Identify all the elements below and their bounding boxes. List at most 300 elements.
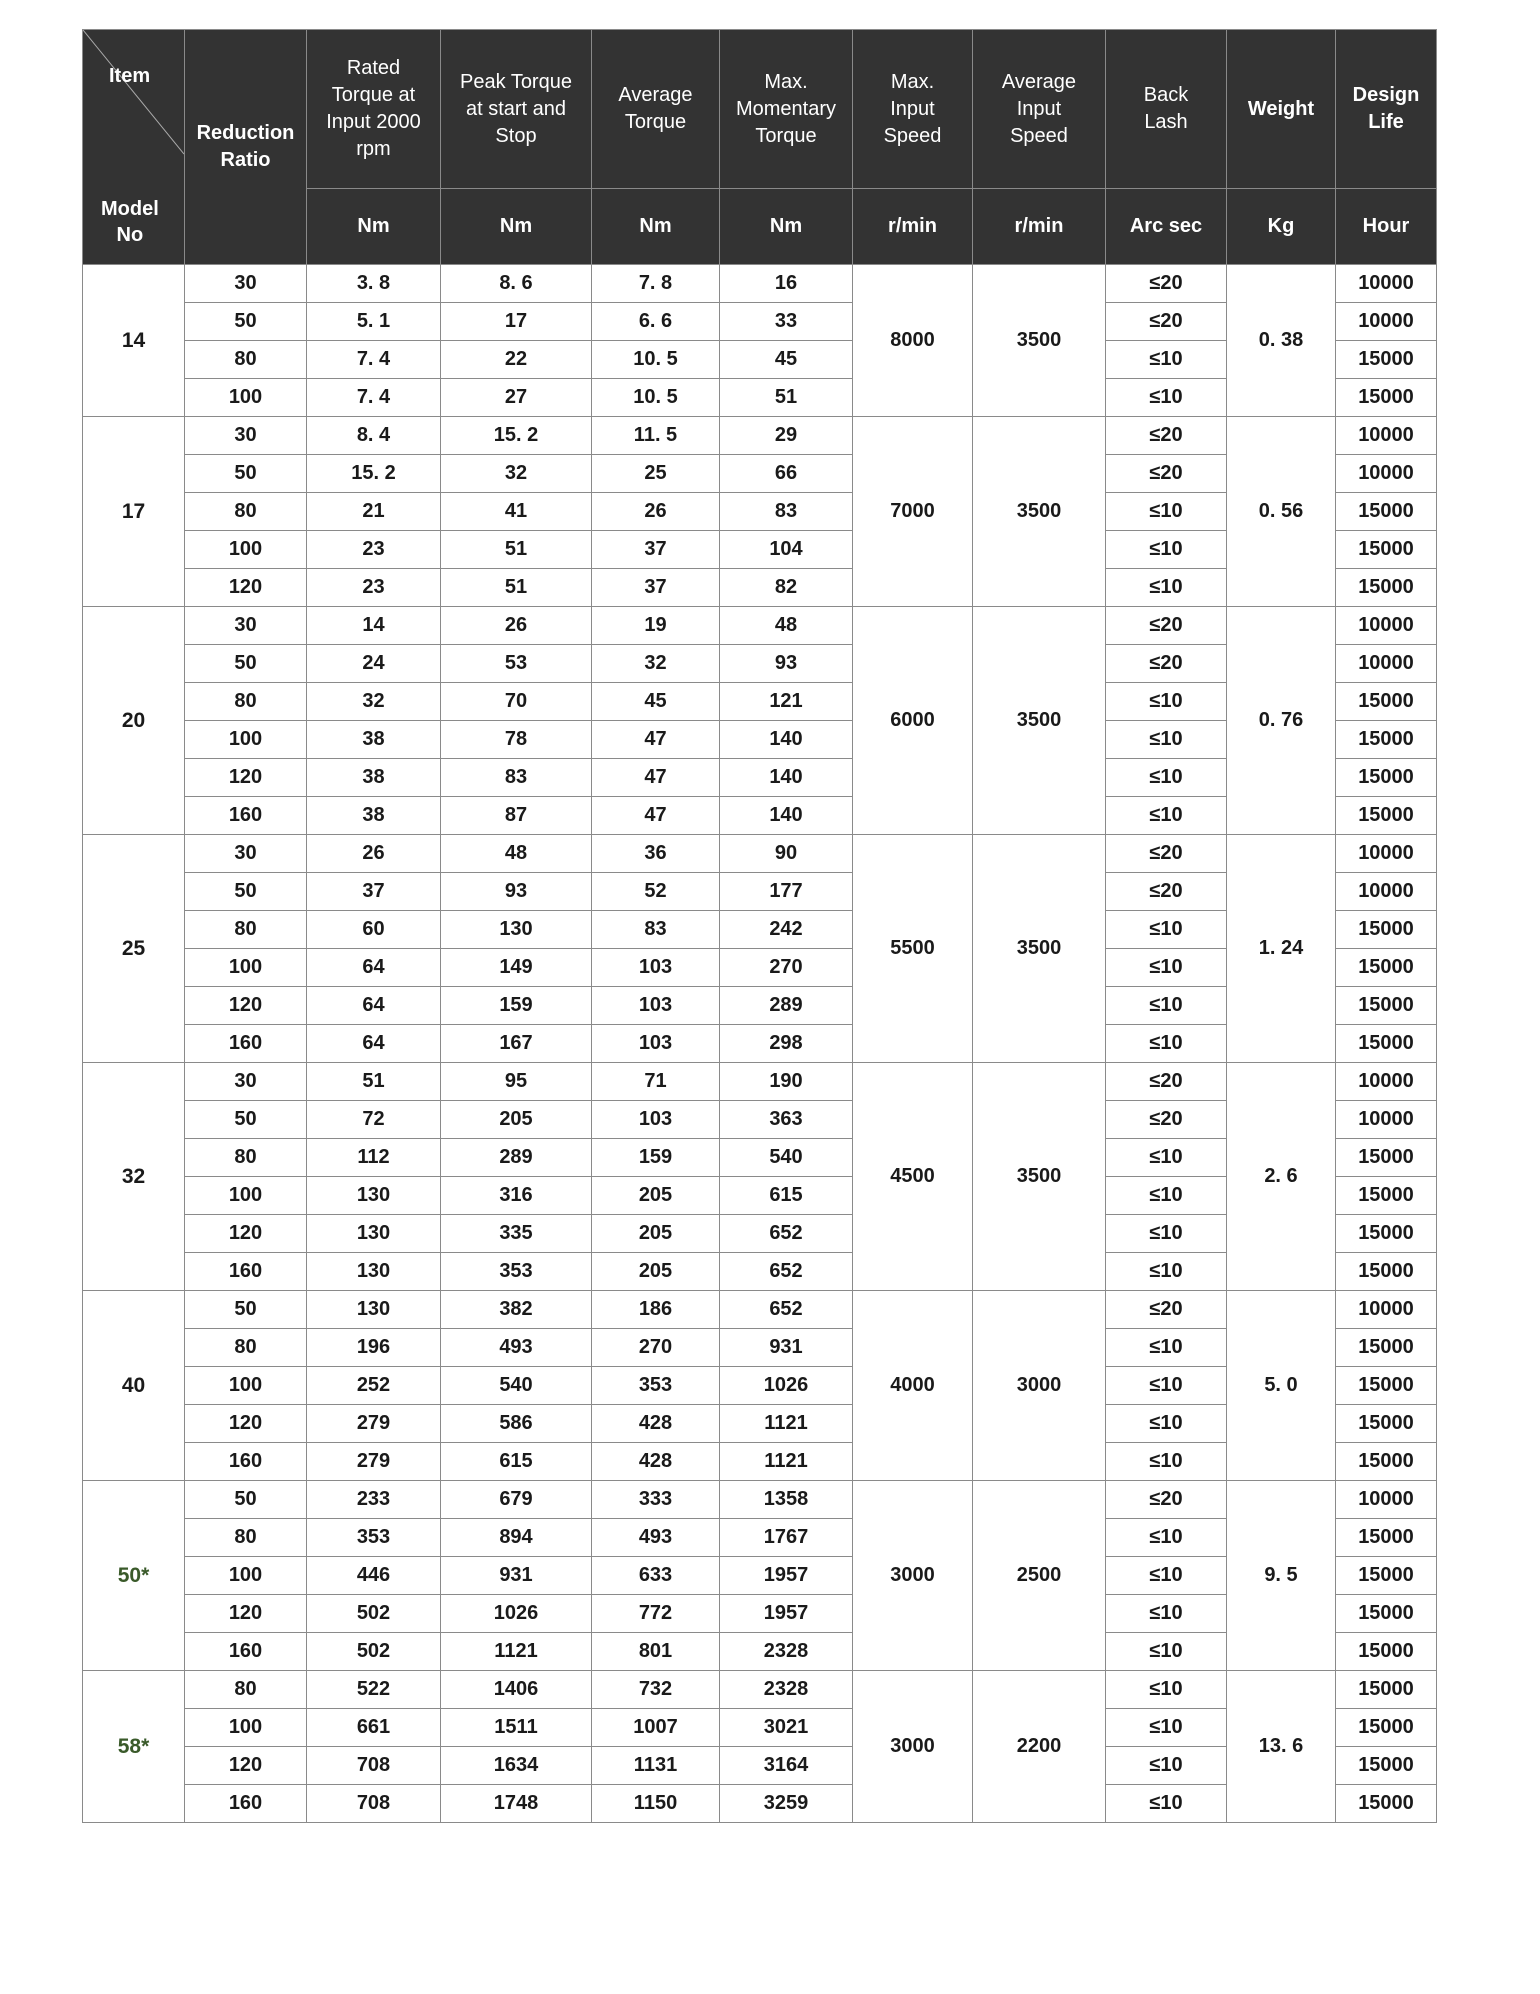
design-life-cell: 10000 <box>1336 455 1437 493</box>
backlash-cell: ≤20 <box>1106 1063 1227 1101</box>
avg-cell: 10. 5 <box>592 341 720 379</box>
rated-cell: 64 <box>307 1025 441 1063</box>
header-rated-line: Torque at <box>331 84 416 106</box>
avg-cell: 52 <box>592 873 720 911</box>
ratio-cell: 80 <box>185 341 307 379</box>
peak-cell: 78 <box>441 721 592 759</box>
design-life-cell: 15000 <box>1336 1709 1437 1747</box>
rated-cell: 279 <box>307 1443 441 1481</box>
design-life-cell: 15000 <box>1336 493 1437 531</box>
header-weight <box>1227 30 1336 189</box>
header-rated-line: rpm <box>356 138 391 160</box>
avg-cell: 26 <box>592 493 720 531</box>
rated-cell: 196 <box>307 1329 441 1367</box>
max-cell: 1121 <box>720 1443 853 1481</box>
max-cell: 3021 <box>720 1709 853 1747</box>
backlash-cell: ≤10 <box>1106 949 1227 987</box>
max-cell: 2328 <box>720 1671 853 1709</box>
table-row <box>83 1063 1437 1101</box>
weight-cell: 9. 5 <box>1227 1481 1336 1671</box>
max-cell: 2328 <box>720 1633 853 1671</box>
table-header <box>83 30 1437 265</box>
ratio-cell: 120 <box>185 1595 307 1633</box>
header-maxin-line: Input <box>890 97 935 120</box>
avg-cell: 11. 5 <box>592 417 720 455</box>
design-life-cell: 15000 <box>1336 759 1437 797</box>
avg-cell: 428 <box>592 1443 720 1481</box>
design-life-cell: 10000 <box>1336 645 1437 683</box>
table-body <box>83 265 1437 1823</box>
rated-cell: 661 <box>307 1709 441 1747</box>
rated-cell: 502 <box>307 1595 441 1633</box>
backlash-cell: ≤20 <box>1106 607 1227 645</box>
backlash-cell: ≤10 <box>1106 1215 1227 1253</box>
table-row <box>83 835 1437 873</box>
peak-cell: 289 <box>441 1139 592 1177</box>
backlash-cell: ≤10 <box>1106 1329 1227 1367</box>
design-life-cell: 15000 <box>1336 1633 1437 1671</box>
avg-cell: 103 <box>592 949 720 987</box>
backlash-cell: ≤10 <box>1106 1557 1227 1595</box>
rated-cell: 15. 2 <box>307 455 441 493</box>
ratio-cell: 160 <box>185 1633 307 1671</box>
ratio-cell: 120 <box>185 759 307 797</box>
max-input-speed-cell: 8000 <box>853 265 973 417</box>
max-cell: 90 <box>720 835 853 873</box>
backlash-cell: ≤10 <box>1106 1443 1227 1481</box>
header-peak-line: Peak Torque <box>460 70 572 93</box>
design-life-cell: 10000 <box>1336 417 1437 455</box>
header-avgin-line: Average <box>1001 70 1077 93</box>
rated-cell: 23 <box>307 569 441 607</box>
peak-cell: 1026 <box>441 1595 592 1633</box>
peak-cell: 15. 2 <box>441 417 592 455</box>
max-cell: 45 <box>720 341 853 379</box>
avg-cell: 428 <box>592 1405 720 1443</box>
design-life-cell: 15000 <box>1336 569 1437 607</box>
weight-cell: 2. 6 <box>1227 1063 1336 1291</box>
design-life-cell: 15000 <box>1336 1405 1437 1443</box>
header-model-no-label: Model No <box>101 198 159 246</box>
backlash-cell: ≤10 <box>1106 1671 1227 1709</box>
header-back-line: Lash <box>1144 111 1188 133</box>
rated-cell: 24 <box>307 645 441 683</box>
backlash-cell: ≤20 <box>1106 417 1227 455</box>
avg-cell: 47 <box>592 721 720 759</box>
backlash-cell: ≤20 <box>1106 645 1227 683</box>
backlash-cell: ≤10 <box>1106 341 1227 379</box>
table-row <box>83 265 1437 303</box>
backlash-cell: ≤20 <box>1106 1101 1227 1139</box>
design-life-cell: 15000 <box>1336 1443 1437 1481</box>
peak-cell: 586 <box>441 1405 592 1443</box>
rated-cell: 3. 8 <box>307 265 441 303</box>
backlash-cell: ≤20 <box>1106 835 1227 873</box>
ratio-cell: 160 <box>185 1443 307 1481</box>
avg-cell: 45 <box>592 683 720 721</box>
avg-cell: 47 <box>592 759 720 797</box>
ratio-cell: 30 <box>185 835 307 873</box>
avg-cell: 732 <box>592 1671 720 1709</box>
peak-cell: 95 <box>441 1063 592 1101</box>
peak-cell: 51 <box>441 569 592 607</box>
rated-cell: 446 <box>307 1557 441 1595</box>
design-life-cell: 15000 <box>1336 531 1437 569</box>
ratio-cell: 100 <box>185 1557 307 1595</box>
max-cell: 3164 <box>720 1747 853 1785</box>
max-input-speed-cell: 7000 <box>853 417 973 607</box>
avg-input-speed-cell: 3500 <box>973 417 1106 607</box>
weight-cell: 0. 38 <box>1227 265 1336 417</box>
backlash-cell: ≤10 <box>1106 797 1227 835</box>
header-peak <box>441 30 592 189</box>
rated-cell: 60 <box>307 911 441 949</box>
max-input-speed-cell: 3000 <box>853 1481 973 1671</box>
backlash-cell: ≤10 <box>1106 1139 1227 1177</box>
design-life-cell: 10000 <box>1336 265 1437 303</box>
design-life-cell: 15000 <box>1336 379 1437 417</box>
design-life-cell: 15000 <box>1336 1253 1437 1291</box>
max-input-speed-cell: 6000 <box>853 607 973 835</box>
peak-cell: 22 <box>441 341 592 379</box>
header-max-line: Torque <box>755 124 817 147</box>
ratio-cell: 80 <box>185 1329 307 1367</box>
rated-cell: 64 <box>307 987 441 1025</box>
peak-cell: 615 <box>441 1443 592 1481</box>
peak-cell: 32 <box>441 455 592 493</box>
peak-cell: 130 <box>441 911 592 949</box>
model-no-cell: 50* <box>83 1481 185 1671</box>
design-life-cell: 15000 <box>1336 1329 1437 1367</box>
peak-cell: 83 <box>441 759 592 797</box>
header-rated <box>307 30 441 189</box>
table-row <box>83 1481 1437 1519</box>
header-life-line: Design <box>1352 84 1420 106</box>
ratio-cell: 80 <box>185 911 307 949</box>
design-life-cell: 15000 <box>1336 1595 1437 1633</box>
unit-rated: Nm <box>307 189 441 265</box>
peak-cell: 1748 <box>441 1785 592 1823</box>
spec-table <box>82 29 1437 1823</box>
header-peak-line: at start and <box>465 97 567 120</box>
ratio-cell: 50 <box>185 1481 307 1519</box>
ratio-cell: 80 <box>185 1139 307 1177</box>
max-cell: 16 <box>720 265 853 303</box>
header-reduction-ratio: Reduction Ratio <box>185 30 307 265</box>
header-maxin <box>853 30 973 189</box>
peak-cell: 540 <box>441 1367 592 1405</box>
unit-avg: Nm <box>592 189 720 265</box>
model-no-cell: 40 <box>83 1291 185 1481</box>
backlash-cell: ≤20 <box>1106 1481 1227 1519</box>
model-no-cell: 58* <box>83 1671 185 1823</box>
backlash-cell: ≤10 <box>1106 569 1227 607</box>
avg-input-speed-cell: 2500 <box>973 1481 1106 1671</box>
max-cell: 652 <box>720 1215 853 1253</box>
ratio-cell: 100 <box>185 949 307 987</box>
weight-cell: 0. 56 <box>1227 417 1336 607</box>
avg-cell: 205 <box>592 1253 720 1291</box>
rated-cell: 26 <box>307 835 441 873</box>
rated-cell: 64 <box>307 949 441 987</box>
header-back-line: Back <box>1143 84 1189 106</box>
design-life-cell: 10000 <box>1336 835 1437 873</box>
model-no-cell: 20 <box>83 607 185 835</box>
rated-cell: 72 <box>307 1101 441 1139</box>
rated-cell: 32 <box>307 683 441 721</box>
header-life <box>1336 30 1437 189</box>
max-cell: 51 <box>720 379 853 417</box>
max-cell: 190 <box>720 1063 853 1101</box>
peak-cell: 93 <box>441 873 592 911</box>
rated-cell: 7. 4 <box>307 379 441 417</box>
peak-cell: 149 <box>441 949 592 987</box>
backlash-cell: ≤10 <box>1106 379 1227 417</box>
max-cell: 1767 <box>720 1519 853 1557</box>
design-life-cell: 15000 <box>1336 1139 1437 1177</box>
avg-cell: 1131 <box>592 1747 720 1785</box>
ratio-cell: 80 <box>185 1671 307 1709</box>
avg-input-speed-cell: 3500 <box>973 607 1106 835</box>
header-max-line: Momentary <box>735 97 837 120</box>
weight-cell: 0. 76 <box>1227 607 1336 835</box>
rated-cell: 353 <box>307 1519 441 1557</box>
avg-cell: 32 <box>592 645 720 683</box>
rated-cell: 708 <box>307 1747 441 1785</box>
peak-cell: 167 <box>441 1025 592 1063</box>
avg-cell: 83 <box>592 911 720 949</box>
design-life-cell: 10000 <box>1336 1481 1437 1519</box>
rated-cell: 130 <box>307 1253 441 1291</box>
max-cell: 1358 <box>720 1481 853 1519</box>
ratio-cell: 160 <box>185 797 307 835</box>
backlash-cell: ≤10 <box>1106 987 1227 1025</box>
header-item-model-corner <box>83 30 185 265</box>
avg-cell: 801 <box>592 1633 720 1671</box>
backlash-cell: ≤10 <box>1106 1709 1227 1747</box>
max-cell: 363 <box>720 1101 853 1139</box>
peak-cell: 1121 <box>441 1633 592 1671</box>
peak-cell: 8. 6 <box>441 265 592 303</box>
rated-cell: 279 <box>307 1405 441 1443</box>
design-life-cell: 15000 <box>1336 1215 1437 1253</box>
ratio-cell: 50 <box>185 645 307 683</box>
rated-cell: 23 <box>307 531 441 569</box>
max-input-speed-cell: 3000 <box>853 1671 973 1823</box>
max-cell: 29 <box>720 417 853 455</box>
ratio-cell: 80 <box>185 1519 307 1557</box>
avg-cell: 186 <box>592 1291 720 1329</box>
header-avg-line: Average <box>618 84 693 106</box>
model-no-cell: 14 <box>83 265 185 417</box>
avg-input-speed-cell: 3000 <box>973 1291 1106 1481</box>
backlash-cell: ≤20 <box>1106 1291 1227 1329</box>
peak-cell: 894 <box>441 1519 592 1557</box>
model-no-cell: 32 <box>83 1063 185 1291</box>
avg-cell: 103 <box>592 987 720 1025</box>
backlash-cell: ≤10 <box>1106 759 1227 797</box>
rated-cell: 130 <box>307 1177 441 1215</box>
max-cell: 615 <box>720 1177 853 1215</box>
ratio-cell: 50 <box>185 1101 307 1139</box>
ratio-cell: 100 <box>185 379 307 417</box>
rated-cell: 233 <box>307 1481 441 1519</box>
design-life-cell: 10000 <box>1336 873 1437 911</box>
rated-cell: 7. 4 <box>307 341 441 379</box>
rated-cell: 502 <box>307 1633 441 1671</box>
rated-cell: 14 <box>307 607 441 645</box>
avg-cell: 493 <box>592 1519 720 1557</box>
max-cell: 298 <box>720 1025 853 1063</box>
avg-cell: 10. 5 <box>592 379 720 417</box>
avg-cell: 205 <box>592 1215 720 1253</box>
backlash-cell: ≤10 <box>1106 1253 1227 1291</box>
table-row <box>83 1291 1437 1329</box>
rated-cell: 522 <box>307 1671 441 1709</box>
ratio-cell: 80 <box>185 493 307 531</box>
table-row <box>83 607 1437 645</box>
design-life-cell: 15000 <box>1336 949 1437 987</box>
rated-cell: 112 <box>307 1139 441 1177</box>
ratio-cell: 50 <box>185 455 307 493</box>
ratio-cell: 100 <box>185 531 307 569</box>
max-cell: 1957 <box>720 1557 853 1595</box>
peak-cell: 1511 <box>441 1709 592 1747</box>
avg-cell: 103 <box>592 1101 720 1139</box>
max-cell: 93 <box>720 645 853 683</box>
rated-cell: 8. 4 <box>307 417 441 455</box>
ratio-cell: 30 <box>185 265 307 303</box>
backlash-cell: ≤10 <box>1106 1747 1227 1785</box>
backlash-cell: ≤10 <box>1106 1633 1227 1671</box>
model-no-cell: 25 <box>83 835 185 1063</box>
ratio-cell: 30 <box>185 1063 307 1101</box>
ratio-cell: 120 <box>185 569 307 607</box>
avg-cell: 103 <box>592 1025 720 1063</box>
ratio-cell: 120 <box>185 1215 307 1253</box>
peak-cell: 382 <box>441 1291 592 1329</box>
header-rated-line: Rated <box>346 57 401 79</box>
ratio-cell: 30 <box>185 607 307 645</box>
avg-cell: 1007 <box>592 1709 720 1747</box>
rated-cell: 51 <box>307 1063 441 1101</box>
header-max-line: Max. <box>764 70 808 93</box>
avg-cell: 71 <box>592 1063 720 1101</box>
header-maxin-line: Max. <box>890 70 935 93</box>
backlash-cell: ≤20 <box>1106 265 1227 303</box>
header-item-label: Item <box>109 65 151 87</box>
max-cell: 140 <box>720 759 853 797</box>
max-cell: 540 <box>720 1139 853 1177</box>
avg-cell: 37 <box>592 531 720 569</box>
header-life-line: Life <box>1368 111 1404 133</box>
avg-cell: 205 <box>592 1177 720 1215</box>
backlash-cell: ≤10 <box>1106 1367 1227 1405</box>
backlash-cell: ≤10 <box>1106 493 1227 531</box>
design-life-cell: 15000 <box>1336 1519 1437 1557</box>
backlash-cell: ≤10 <box>1106 1785 1227 1823</box>
unit-max: Nm <box>720 189 853 265</box>
peak-cell: 1634 <box>441 1747 592 1785</box>
rated-cell: 38 <box>307 759 441 797</box>
ratio-cell: 160 <box>185 1025 307 1063</box>
max-cell: 931 <box>720 1329 853 1367</box>
max-cell: 66 <box>720 455 853 493</box>
max-cell: 121 <box>720 683 853 721</box>
design-life-cell: 10000 <box>1336 1101 1437 1139</box>
max-cell: 140 <box>720 797 853 835</box>
max-cell: 104 <box>720 531 853 569</box>
design-life-cell: 15000 <box>1336 721 1437 759</box>
unit-maxin: r/min <box>853 189 973 265</box>
avg-cell: 37 <box>592 569 720 607</box>
ratio-cell: 100 <box>185 721 307 759</box>
header-back <box>1106 30 1227 189</box>
max-cell: 3259 <box>720 1785 853 1823</box>
peak-cell: 159 <box>441 987 592 1025</box>
design-life-cell: 15000 <box>1336 987 1437 1025</box>
max-cell: 1026 <box>720 1367 853 1405</box>
unit-avgin: r/min <box>973 189 1106 265</box>
avg-cell: 353 <box>592 1367 720 1405</box>
peak-cell: 53 <box>441 645 592 683</box>
design-life-cell: 10000 <box>1336 607 1437 645</box>
ratio-cell: 100 <box>185 1367 307 1405</box>
backlash-cell: ≤20 <box>1106 303 1227 341</box>
ratio-cell: 100 <box>185 1709 307 1747</box>
design-life-cell: 15000 <box>1336 1025 1437 1063</box>
avg-cell: 25 <box>592 455 720 493</box>
max-cell: 177 <box>720 873 853 911</box>
max-input-speed-cell: 5500 <box>853 835 973 1063</box>
avg-cell: 772 <box>592 1595 720 1633</box>
rated-cell: 252 <box>307 1367 441 1405</box>
design-life-cell: 10000 <box>1336 303 1437 341</box>
rated-cell: 708 <box>307 1785 441 1823</box>
design-life-cell: 15000 <box>1336 341 1437 379</box>
ratio-cell: 50 <box>185 1291 307 1329</box>
ratio-cell: 50 <box>185 303 307 341</box>
max-cell: 1121 <box>720 1405 853 1443</box>
peak-cell: 17 <box>441 303 592 341</box>
design-life-cell: 15000 <box>1336 1557 1437 1595</box>
header-avgin <box>973 30 1106 189</box>
avg-cell: 159 <box>592 1139 720 1177</box>
peak-cell: 205 <box>441 1101 592 1139</box>
avg-input-speed-cell: 3500 <box>973 835 1106 1063</box>
avg-cell: 633 <box>592 1557 720 1595</box>
avg-cell: 333 <box>592 1481 720 1519</box>
avg-cell: 1150 <box>592 1785 720 1823</box>
header-peak-line: Stop <box>495 124 537 147</box>
peak-cell: 26 <box>441 607 592 645</box>
design-life-cell: 15000 <box>1336 683 1437 721</box>
avg-cell: 7. 8 <box>592 265 720 303</box>
ratio-cell: 80 <box>185 683 307 721</box>
weight-cell: 13. 6 <box>1227 1671 1336 1823</box>
backlash-cell: ≤10 <box>1106 683 1227 721</box>
ratio-cell: 160 <box>185 1253 307 1291</box>
backlash-cell: ≤20 <box>1106 873 1227 911</box>
peak-cell: 931 <box>441 1557 592 1595</box>
max-cell: 652 <box>720 1253 853 1291</box>
backlash-cell: ≤10 <box>1106 1177 1227 1215</box>
peak-cell: 353 <box>441 1253 592 1291</box>
peak-cell: 679 <box>441 1481 592 1519</box>
design-life-cell: 15000 <box>1336 1177 1437 1215</box>
avg-cell: 6. 6 <box>592 303 720 341</box>
ratio-cell: 50 <box>185 873 307 911</box>
